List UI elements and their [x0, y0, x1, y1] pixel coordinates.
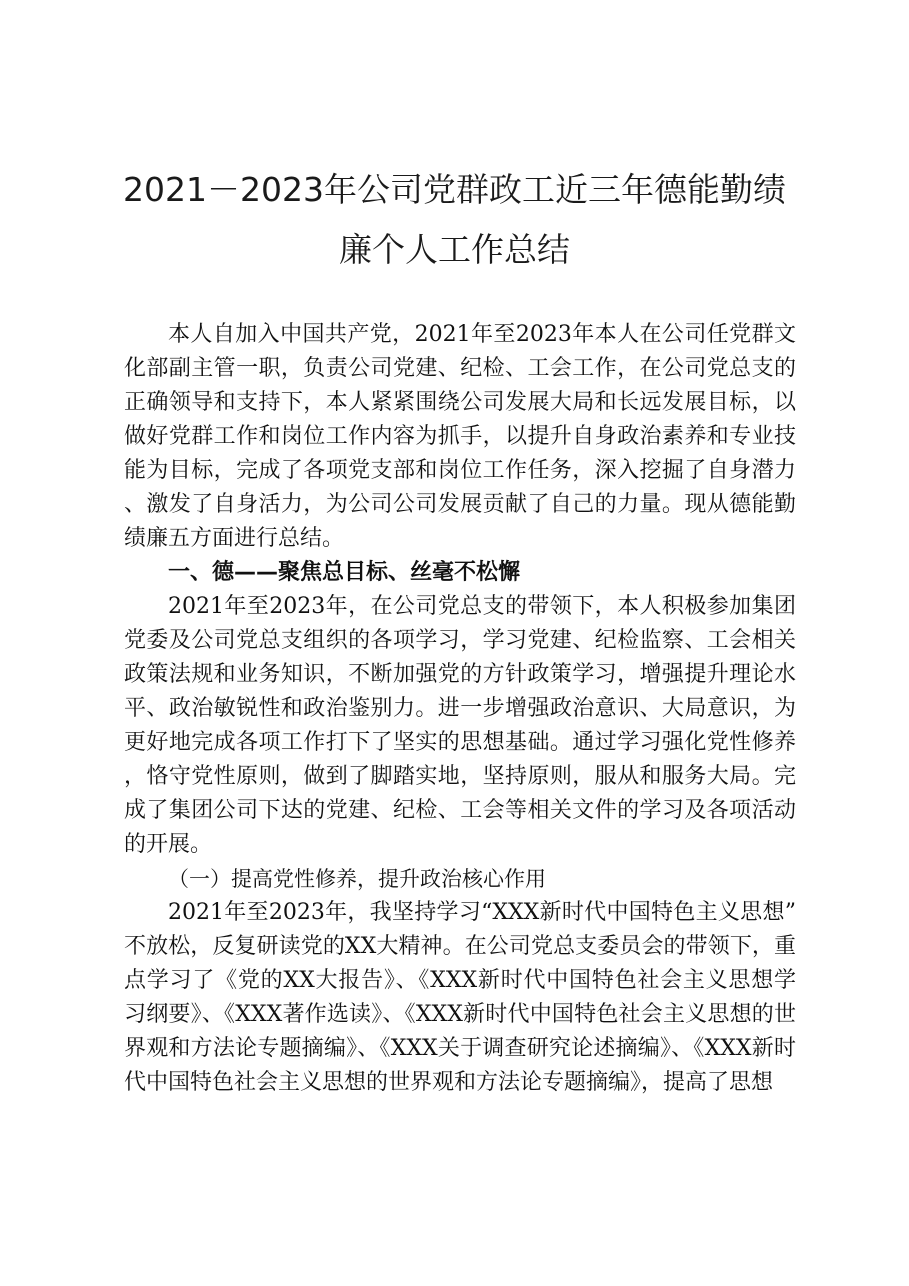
title-line-2: 廉个人工作总结 — [339, 230, 570, 269]
section-1-heading: 一、德——聚焦总目标、丝毫不松懈 — [168, 560, 521, 585]
document-body — [124, 318, 796, 1100]
document-title — [100, 160, 809, 280]
section-1-paragraph: 2021年至2023年，在公司党总支的带领下，本人积极参加集团党委及公司党总支组织的各项学习，学习党建、纪检监察、工会相关政策法规和业务知识，不断加强党的方针政策学习，增强提升理论水平、政治敏锐性和政治鉴别力。进一步增强政治意识、大局意识，为更好地完成各项工作打下了坚实的思想基础。通过学习强化党性修养，恪守党性原则，做到了脚踏实地，坚持原则，服从和服务大局。完成了集团公司下达的党建、纪检、工会等相关文件的学习及各项活动的开展。 — [124, 594, 796, 857]
intro-paragraph: 本人自加入中国共产党，2021年至2023年本人在公司任党群文化部副主管一职，负责公司党建、纪检、工会工作，在公司党总支的正确领导和支持下，本人紧紧围绕公司发展大局和长远发展目标，以做好党群工作和岗位工作内容为抓手，以提升自身政治素养和专业技能为目标，完成了各项党支部和岗位工作任务，深入挖掘了自身潜力、激发了自身活力，为公司公司发展贡献了自己的力量。现从德能勤绩廉五方面进行总结。 — [124, 322, 796, 551]
subsection-1-paragraph: 2021年至2023年，我坚持学习“XXX新时代中国特色主义思想”不放松，反复研读党的XX大精神。在公司党总支委员会的带领下，重点学习了《党的XX大报告》、《XXX新时代中国特色社会主义思想学习纲要》、《XXX著作选读》、《XXX新时代中国特色社会主义思想的世界观和方法论专题摘编》、《XXX关于调查研究论述摘编》、《XXX新时代中国特色社会主义思想的世界观和方法论专题摘编》，提高了思想 — [124, 900, 796, 1095]
subsection-1-heading: （一）提高党性修养，提升政治核心作用 — [168, 867, 546, 891]
title-line-1: 2021－2023年公司党群政工近三年德能勤绩 — [123, 170, 786, 209]
